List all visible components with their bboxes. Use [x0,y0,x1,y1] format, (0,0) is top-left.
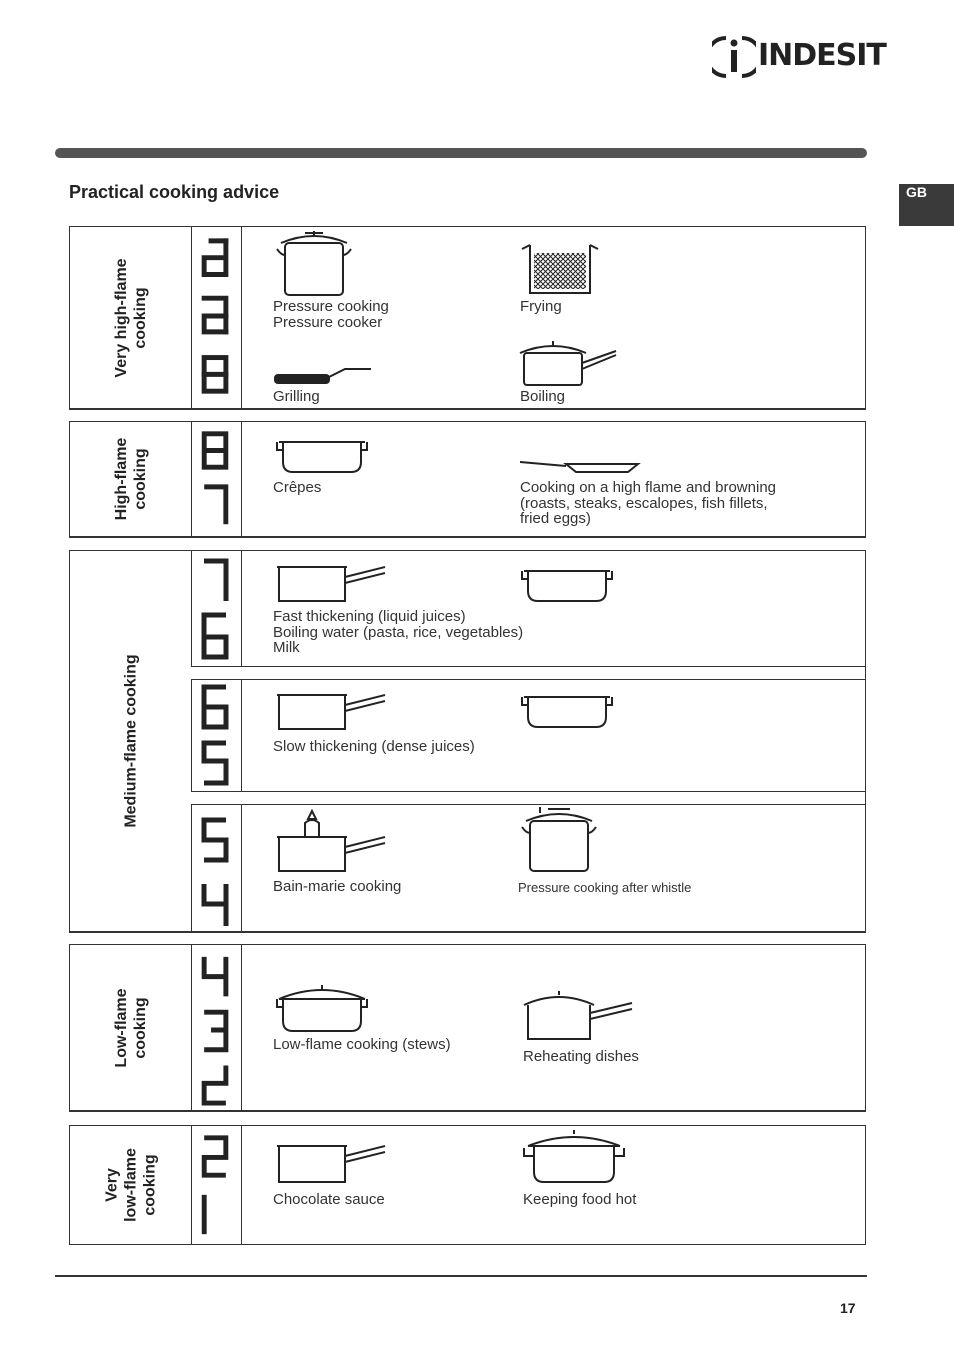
digit-2 [204,1066,226,1104]
digit-5 [204,820,226,860]
flame-level-digits [191,551,242,667]
indesit-logo [712,34,886,80]
block-separator [191,791,865,805]
item-label: Chocolate sauce [273,1191,385,1208]
digit-2 [204,1138,226,1175]
section-label: High-flame cooking [112,437,149,521]
item-label: Keeping food hot [523,1191,637,1208]
item-label: Boiling [520,388,566,405]
casserole-icon [275,436,371,476]
section-label: Very high-flame cooking [112,257,149,378]
bain-marie-icon [275,809,391,875]
saucepan-icon [275,1138,391,1186]
item-label: Frying [520,298,562,315]
item-label: Cooking on a high flame and browning (roasts, steaks, escalopes, fish fillets, fried eggs) [520,479,777,527]
seven-segment-digits [191,804,241,933]
section-label-cell [70,945,192,1110]
footer-rule [55,1275,867,1277]
boiling-pot-icon [518,339,622,387]
pressure-cooker-icon [275,229,355,297]
digit-6 [204,615,226,657]
section-label-cell [70,227,192,408]
lidded-pot-icon [522,1126,628,1186]
item-label: Low-flame cooking (stews) [273,1036,451,1053]
section-label: Very low-flame cooking [103,1148,158,1222]
digit-6 [204,687,226,727]
seven-segment-digits [191,551,241,667]
seven-segment-digits [191,679,241,791]
item-label: Pressure cooking Pressure cooker [273,298,389,331]
flame-level-digits [191,945,242,1110]
section-high-flame [69,421,866,537]
digit-4 [204,884,226,926]
flame-level-digits [191,679,242,791]
digit-b [204,241,226,275]
section-label-cell [70,1126,192,1244]
grill-pan-icon [273,365,377,387]
frying-basket-icon [518,239,608,297]
casserole-icon [520,565,616,605]
seven-segment-digits [191,227,241,408]
flame-level-digits [191,422,242,536]
section-label-cell [70,551,192,931]
saucepan-icon [275,561,391,605]
digit-5 [204,743,226,783]
section-low-flame [69,944,866,1111]
flame-level-digits [191,1126,242,1244]
item-label: Bain-marie cooking [273,878,402,895]
digit-3 [204,1012,226,1050]
language-tab[interactable]: GB [899,184,954,226]
seven-segment-digits [191,1126,241,1244]
item-label: Slow thickening (dense juices) [273,738,475,755]
seven-segment-digits [191,945,241,1110]
section-very-high-flame [69,226,866,409]
lidded-pot-icon [275,981,371,1035]
digit-4 [204,957,226,997]
indesit-logo-icon [712,34,756,80]
seven-segment-digits [191,422,241,536]
section-very-low-flame [69,1125,866,1245]
section-label: Low-flame cooking [112,987,149,1068]
pressure-cooker-icon [518,805,604,875]
item-label: Grilling [273,388,320,405]
digit-7 [204,561,226,601]
section-label-cell [70,422,192,536]
section-medium-flame [69,550,866,932]
page-number: 17 [840,1300,856,1316]
saucepan-icon [275,689,391,733]
item-label: Pressure cooking after whistle [518,880,692,895]
brand-name: INDESIT [758,38,886,73]
lidded-saucepan-icon [522,989,638,1043]
page-title: Practical cooking advice [69,182,280,202]
digit-9 [204,298,226,332]
flame-level-digits [191,227,242,408]
item-label: Crêpes [273,479,322,496]
casserole-icon [520,691,616,731]
header-bar [55,148,867,158]
section-label: Medium-flame cooking [122,654,139,828]
block-separator [191,666,865,680]
item-label: Reheating dishes [523,1048,639,1065]
flame-level-digits [191,804,242,933]
item-label: Fast thickening (liquid juices) Boiling water (pasta, rice, vegetables) Milk [273,608,524,656]
frying-pan-icon [520,458,642,474]
digit-7 [204,487,226,524]
